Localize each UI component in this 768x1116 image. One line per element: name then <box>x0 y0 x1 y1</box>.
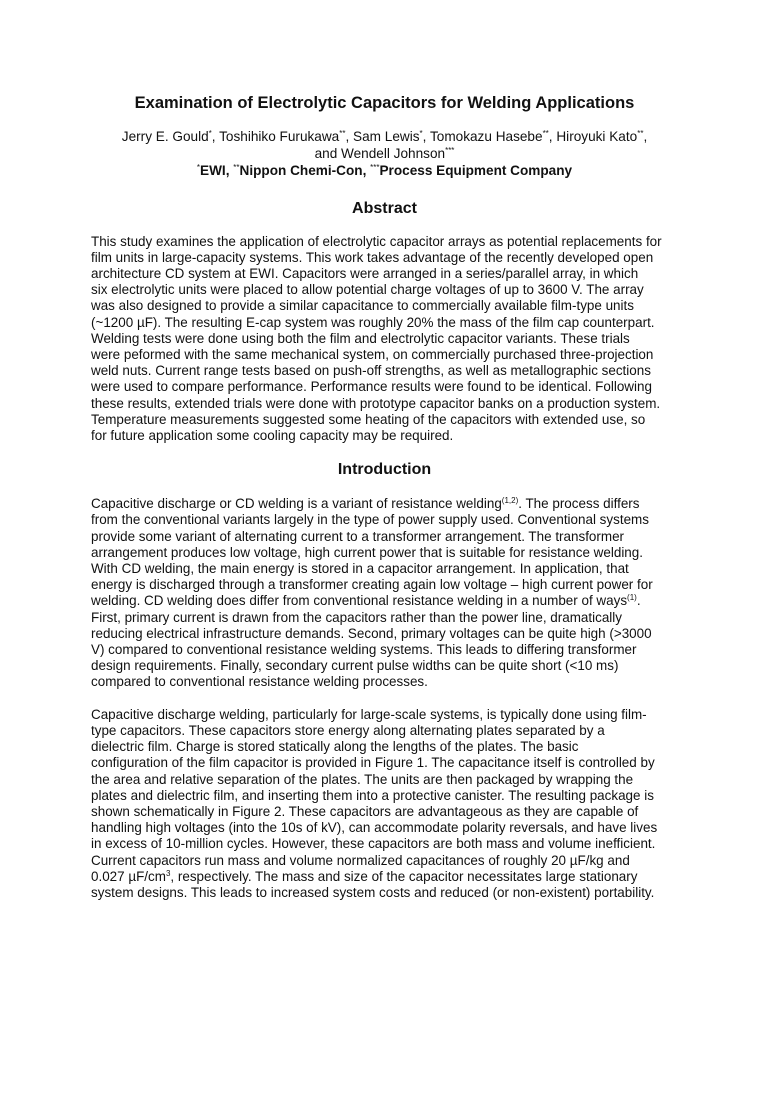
introduction-paragraph-1 <box>91 496 678 690</box>
author-list <box>91 128 678 162</box>
introduction-paragraph-2 <box>91 707 678 901</box>
affiliation-mark: ** <box>637 129 644 138</box>
text-line: reducing electrical infrastructure demands. Second, primary voltages can be quite high (>3000 <box>91 625 652 641</box>
text-line: arrangement produces low voltage, high current power that is suitable for resistance welding. <box>91 544 643 560</box>
text-line: compared to conventional resistance welding processes. <box>91 674 428 690</box>
text-line: type capacitors. These capacitors store energy along alternating plates separated by a <box>91 722 605 738</box>
author-line-1 <box>91 128 678 145</box>
unit-exponent: 3 <box>165 868 171 878</box>
text-line: Current capacitors run mass and volume normalized capacitances of roughly 20 µF/kg and <box>91 852 630 868</box>
text-line <box>91 869 678 885</box>
text-line <box>91 496 678 512</box>
text-line: provide some variant of alternating current to a transformer arrangement. The transformer <box>91 528 625 544</box>
citation-ref: (1,2) <box>501 496 519 506</box>
text-line: six electrolytic units were placed to allow potential charge voltages of up to 3600 V. The array <box>91 282 644 298</box>
text-line: dielectric film. Charge is stored statically along the lengths of the plates. The basic <box>91 739 579 755</box>
affiliation-mark: *** <box>445 146 455 156</box>
author-name: , Tomokazu Hasebe <box>422 129 543 144</box>
text-line: design requirements. Finally, secondary current pulse widths can be quite short (<10 ms) <box>91 658 619 674</box>
text-line: system designs. This leads to increased system costs and reduced (or non-existent) portability. <box>91 884 655 900</box>
text-line: With CD welding, the main energy is stored in a capacitor arrangement. In application, that <box>91 561 629 577</box>
author-name: and Wendell Johnson <box>314 146 446 162</box>
affiliation-name: EWI <box>200 163 226 179</box>
text-line: weld nuts. Current range tests based on push-off strengths, as well as metallographic sections <box>91 363 651 379</box>
text-line: First, primary current is drawn from the capacitors rather than the power line, dramatically <box>91 609 622 625</box>
document-page <box>0 92 768 1116</box>
text-line: configuration of the film capacitor is provided in Figure 1. The capacitance itself is controlled by <box>91 755 655 771</box>
affiliation-mark: ** <box>339 129 346 138</box>
affiliation-mark: *** <box>370 163 380 173</box>
text-line: architecture CD system at EWI. Capacitors were arranged in a series/parallel array, in which <box>91 266 639 282</box>
author-name: Jerry E. Gould <box>121 129 209 144</box>
text-line: shown schematically in Figure 2. These capacitors are advantageous as they are capable of <box>91 803 639 819</box>
text-line: (~1200 µF). The resulting E-cap system was roughly 20% the mass of the film cap counterpart. <box>91 314 655 330</box>
text-run: Capacitive discharge or CD welding is a variant of resistance welding <box>91 496 502 512</box>
author-name: , Sam Lewis <box>345 129 420 144</box>
text-line: plates and dielectric film, and inserting them into a protective canister. The resulting package is <box>91 787 654 803</box>
text-line: Capacitive discharge welding, particularly for large-scale systems, is typically done using film- <box>91 706 647 722</box>
text-run: 0.027 µF/cm <box>91 868 166 884</box>
affiliation-mark: ** <box>233 163 240 173</box>
affiliation-mark: * <box>208 129 212 138</box>
text-line: This study examines the application of electrolytic capacitor arrays as potential replacements for <box>91 233 662 249</box>
text-run: welding. CD welding does differ from conventional resistance welding in a number of ways <box>91 593 628 609</box>
affiliation-mark: ** <box>542 129 549 138</box>
text-line: V) compared to conventional resistance welding systems. This leads to differing transformer <box>91 642 637 658</box>
text-run: . The process differs <box>518 496 640 512</box>
affiliation-mark: * <box>419 129 423 138</box>
text-line: in excess of 10-million cycles. However, these capacitors are both mass and volume inefficient. <box>91 836 656 852</box>
author-name: , Toshihiko Furukawa <box>211 129 340 144</box>
affiliation-line <box>91 162 678 179</box>
affiliation-mark: * <box>196 163 201 173</box>
text-line: were peformed with the same mechanical system, on commercially purchased three-projection <box>91 347 654 363</box>
citation-ref: (1) <box>627 593 637 603</box>
abstract-paragraph <box>91 234 678 445</box>
author-separator: , <box>643 129 648 144</box>
text-line: Welding tests were done using both the film and electrolytic capacitor variants. These trials <box>91 330 630 346</box>
text-line: was also designed to provide a similar capacitance to commercially available film-type units <box>91 298 634 314</box>
text-line: energy is discharged through a transformer creating again low voltage – high current power for <box>91 577 653 593</box>
text-line: film units in large-capacity systems. This work takes advantage of the recently developed open <box>91 249 654 265</box>
affiliation-name: Process Equipment Company <box>379 163 573 179</box>
text-line: for future application some cooling capacity may be required. <box>91 428 454 444</box>
affiliation-separator: , <box>225 163 234 179</box>
text-line: were used to compare performance. Performance results were found to be identical. Following <box>91 379 652 395</box>
introduction-heading: Introduction <box>337 461 432 479</box>
text-line <box>91 593 678 609</box>
author-name: , Hiroyuki Kato <box>548 129 638 144</box>
text-line: handling high voltages (into the 10s of kV), can accommodate polarity reversals, and have lives <box>91 820 658 836</box>
text-run: . <box>636 593 641 609</box>
text-line: the area and relative separation of the plates. The units are then packaged by wrapping the <box>91 771 634 787</box>
text-line: Temperature measurements suggested some heating of the capacitors with extended use, so <box>91 411 646 427</box>
text-run: , respectively. The mass and size of the capacitor necessitates large stationary <box>170 868 638 884</box>
author-line-2 <box>91 145 678 162</box>
affiliation-name: Nippon Chemi-Con, <box>239 163 371 179</box>
abstract-heading: Abstract <box>352 199 417 217</box>
text-line: these results, extended trials were done with prototype capacitor banks on a production system. <box>91 395 661 411</box>
text-line: from the conventional variants largely in the type of power supply used. Conventional systems <box>91 512 649 528</box>
paper-title: Examination of Electrolytic Capacitors for Welding Applications <box>134 94 635 112</box>
